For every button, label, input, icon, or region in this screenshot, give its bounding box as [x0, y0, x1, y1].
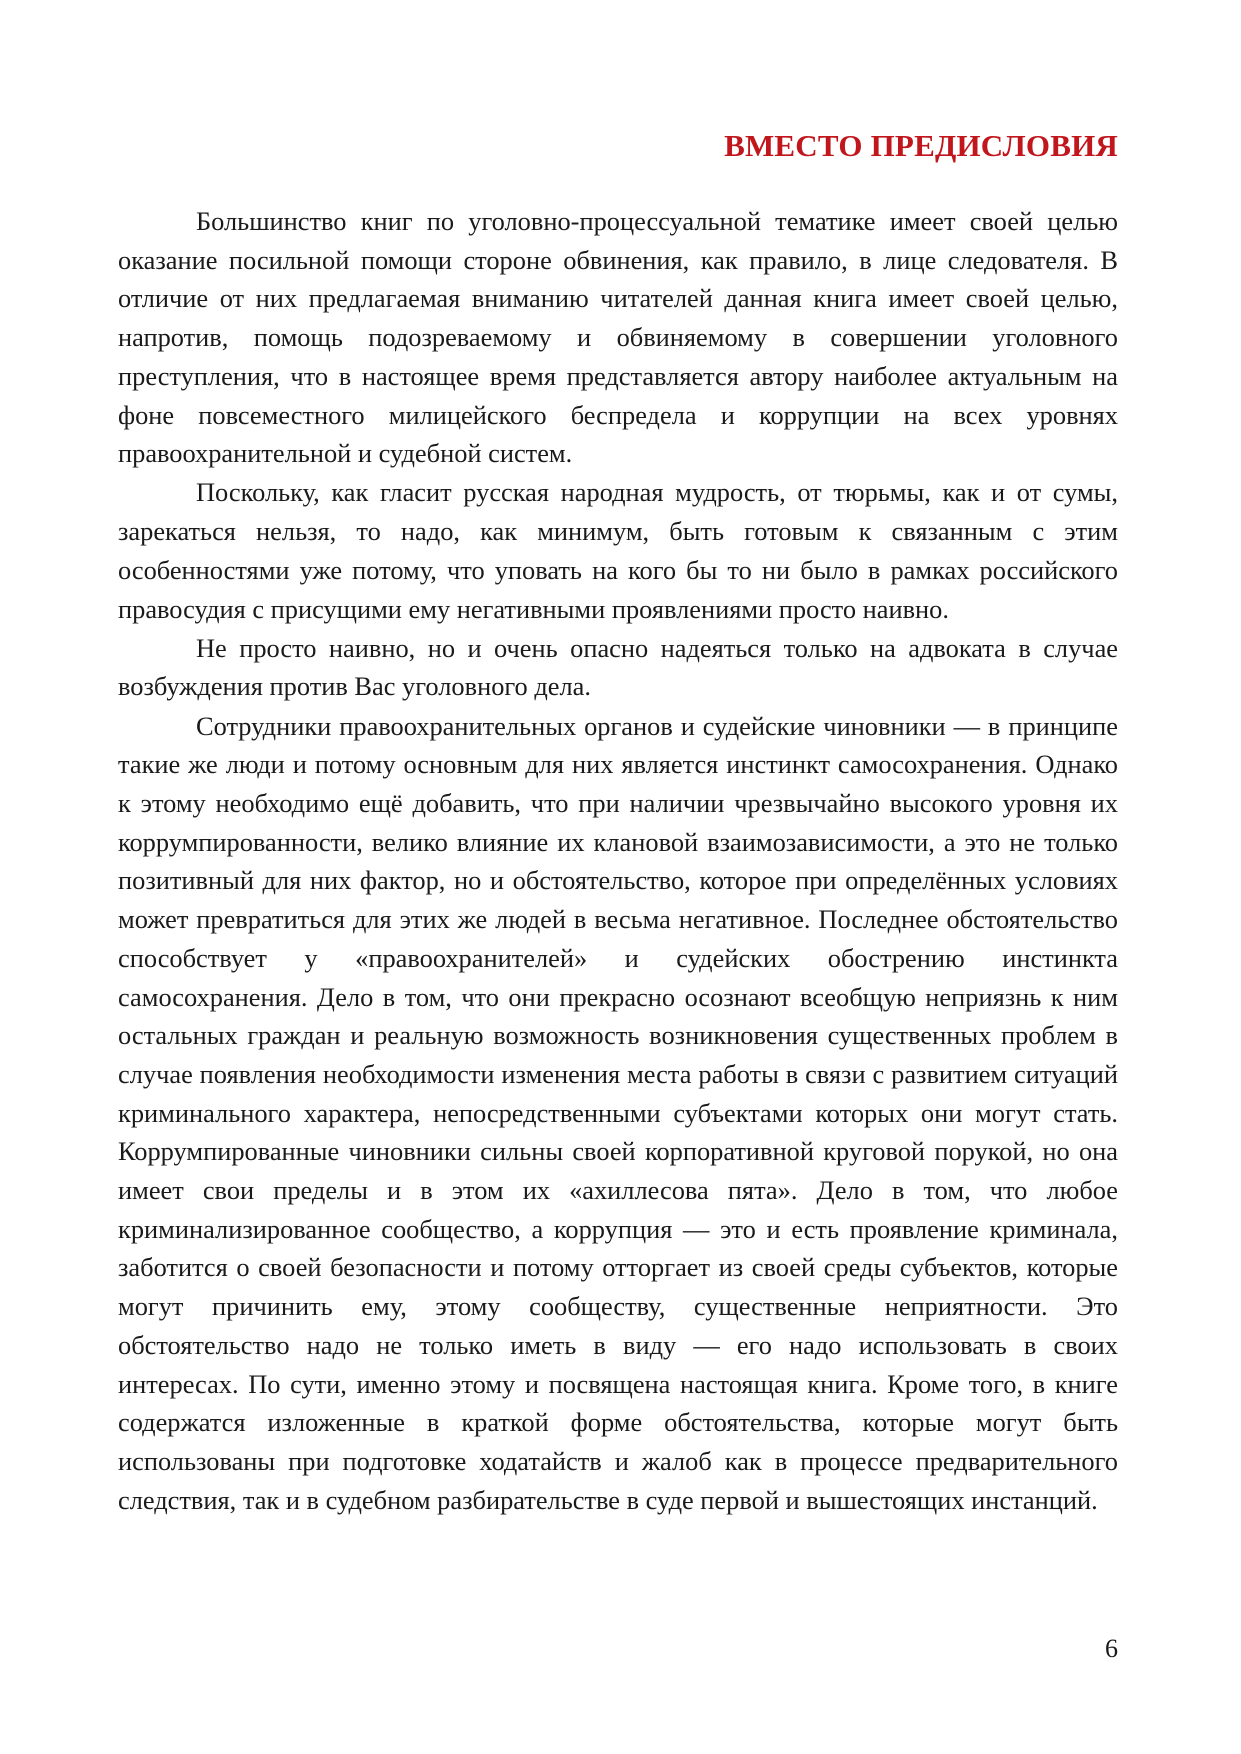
- paragraph: Сотрудники правоохранительных органов и судейские чиновники — в принципе такие же люди и потому основным для них является инстинкт самосохранения. Однако к этому необходимо ещё добавить, что при наличии чрезвычайно высокого уровня их коррумпированности, велико влияние их клановой взаимозависимости, а это не только позитивный для них фактор, но и обстоятельство, которое при определённых условиях может превратиться для этих же людей в весьма негативное. Последнее обстоятельство способствует у «правоохранителей» и судейских обострению инстинкта самосохранения. Дело в том, что они прекрасно осознают всеобщую неприязнь к ним остальных граждан и реальную возможность возникновения существенных проблем в случае появления необходимости изменения места работы в связи с развитием ситуаций криминального характера, непосредственными субъектами которых они могут стать. Коррумпированные чиновники сильны своей корпоративной круговой порукой, но она имеет свои пределы и в этом их «ахиллесова пята». Дело в том, что любое криминализированное сообщество, а коррупция — это и есть проявление криминала, заботится о своей безопасности и потому отторгает из своей среды субъектов, которые могут причинить ему, этому сообществу, существенные неприятности. Это обстоятельство надо не только иметь в виду — его надо использовать в своих интересах. По сути, именно этому и посвящена настоящая книга. Кроме того, в книге содержатся изложенные в краткой форме обстоятельства, которые могут быть использованы при подготовке ходатайств и жалоб как в процессе предварительного следствия, так и в судебном разбирательстве в суде первой и вышестоящих инстанций.: [118, 710, 1118, 1515]
- paragraph: Не просто наивно, но и очень опасно надеяться только на адвоката в случае возбуждения против Вас уголовного дела.: [118, 632, 1118, 702]
- paragraph: Поскольку, как гласит русская народная мудрость, от тюрьмы, как и от сумы, зарекаться нельзя, то надо, как минимум, быть готовым к связанным с этим особенностями уже потому, что уповать на кого бы то ни было в рамках российского правосудия с присущими ему негативными проявлениями просто наивно.: [118, 477, 1118, 624]
- body-text: [118, 202, 1118, 1519]
- page-number: 6: [1105, 1634, 1118, 1663]
- paragraph: Большинство книг по уголовно-процессуальной тематике имеет своей целью оказание посильной помощи стороне обвинения, как правило, в лице следователя. В отличие от них предлагаемая вниманию читателей данная книга имеет своей целью, напротив, помощь подозреваемому и обвиняемому в совершении уголовного преступления, что в настоящее время представляется автору наиболее актуальным на фоне повсеместного милицейского беспредела и коррупции на всех уровнях правоохранительной и судебной систем.: [118, 206, 1118, 469]
- page-heading: ВМЕСТО ПРЕДИСЛОВИЯ: [724, 128, 1118, 163]
